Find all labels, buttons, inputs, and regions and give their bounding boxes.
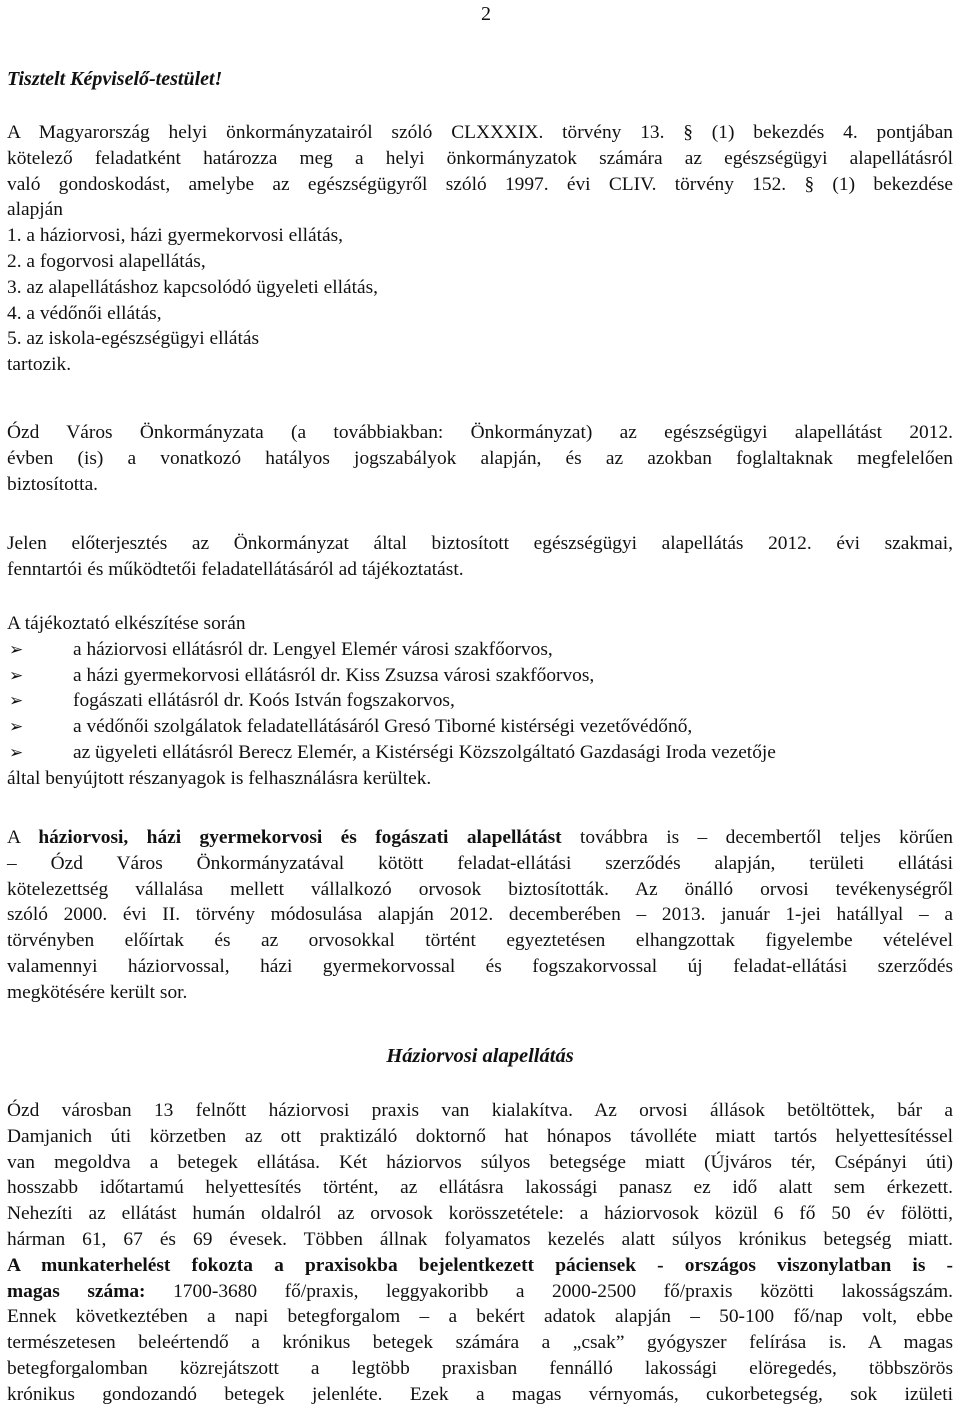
text-line: Ennek következtében a napi betegforgalom – a bekért adatok alapján – 50-100 fő/nap volt, ebbe: [7, 1306, 953, 1328]
text-line: természetesen beleértendő a krónikus betegek számára a „csak” gyógyszer felírása is. A magas: [7, 1332, 953, 1354]
list-item: 4. a védőnői ellátás,: [7, 302, 162, 324]
arrow-bullet-icon: ➢: [9, 717, 24, 737]
text-line: A munkaterhelést fokozta a praxisokba bejelentkezett páciensek - országos viszonylatban is -: [7, 1254, 953, 1276]
list-item: 3. az alapellátáshoz kapcsolódó ügyeleti ellátás,: [7, 276, 378, 298]
bullet-item: ➢ az ügyeleti ellátásról Berecz Elemér, a Kistérségi Közszolgáltató Gazdasági Iroda vezetője: [7, 740, 953, 766]
text-line: hosszabb időtartamú helyettesítés történt, az ellátásra lakossági panasz ez idő alatt sem érkezett.: [7, 1177, 953, 1199]
paragraph-purpose: [7, 531, 953, 583]
text-line: Ózd Város Önkormányzata (a továbbiakban: Önkormányzat) az egészségügyi alapellátást 2012.: [7, 422, 953, 443]
text-line: – Ózd Város Önkormányzatával kötött feladat-ellátási szerződés alapján, területi ellátási: [7, 852, 953, 874]
text-line: kötelezettség vállalása mellett vállalkozó orvosok biztosították. Az önálló orvosi tevékenységről: [7, 878, 953, 900]
text-line: valamennyi háziorvossal, házi gyermekorvossal és fogszakorvossal új feladat-ellátási szerződés: [7, 955, 953, 977]
arrow-bullet-icon: ➢: [9, 665, 24, 685]
text-line: biztosította.: [7, 473, 99, 495]
text-line: való gondoskodást, amelybe az egészségügyről szóló 1997. évi CLIV. törvény 152. § (1) bekezdése: [7, 173, 953, 195]
list-item: 5. az iskola-egészségügyi ellátás: [7, 328, 259, 350]
bullet-item: ➢ a védőnői szolgálatok feladatellátásáról Gresó Tiborné kistérségi vezetővédőnő,: [7, 714, 953, 740]
intro-paragraph: [7, 120, 953, 378]
text-line: alapján: [7, 199, 63, 221]
text-line: A Magyarország helyi önkormányzatairól szóló CLXXXIX. törvény 13. § (1) bekezdés 4. pontjában: [7, 122, 953, 143]
text-line: magas száma: 1700-3680 fő/praxis, leggyakoribb a 2000-2500 fő/praxis közötti lakosságszám.: [7, 1280, 954, 1302]
text-line: tartozik.: [7, 354, 72, 376]
text-line: szóló 2000. évi II. törvény módosulása alapján 2012. decemberében – 2013. január 1-jei hatállyal – a: [7, 904, 953, 926]
arrow-bullet-icon: ➢: [9, 691, 24, 711]
text-line: évben (is) a vonatkozó hatályos jogszabályok alapján, és az azokban foglaltaknak megfelelően: [7, 447, 953, 469]
paragraph-gp-care: [7, 1098, 953, 1408]
paragraph-provision: [7, 420, 953, 497]
text-line: betegforgalomban közrejátszott a legtöbb praxisban fennálló lakossági elöregedés, többszörös: [7, 1357, 953, 1379]
page-number: 2: [481, 3, 491, 25]
text-line: Nehezíti az ellátást humán oldalról az orvosok korösszetétele: a háziorvosok közül 6 fő 50 év fölötti,: [7, 1203, 953, 1225]
section-title: Háziorvosi alapellátás: [386, 1045, 574, 1067]
arrow-bullet-icon: ➢: [9, 639, 24, 659]
text-line: krónikus gondozandó betegek jelenléte. Ezek a magas vérnyomás, cukorbetegség, sok izületi: [7, 1383, 953, 1405]
list-item: 1. a háziorvosi, házi gyermekorvosi ellátás,: [7, 225, 343, 247]
text-line: A háziorvosi, házi gyermekorvosi és fogászati alapellátást továbbra is – decembertől teljes körűen: [7, 827, 953, 848]
text-line: Jelen előterjesztés az Önkormányzat által biztosított egészségügyi alapellátás 2012. évi szakmai,: [7, 533, 953, 554]
text-line: A tájékoztató elkészítése során: [7, 613, 246, 634]
bullet-item: ➢ fogászati ellátásról dr. Koós István fogszakorvos,: [7, 688, 953, 714]
text-line: törvényben előírtak és az orvosokkal történt egyeztetésen elhangzottak figyelembe vételével: [7, 930, 953, 952]
bullet-item: ➢ a házi gyermekorvosi ellátásról dr. Kiss Zsuzsa városi szakfőorvos,: [7, 663, 953, 689]
text-line: Ózd városban 13 felnőtt háziorvosi praxis van kialakítva. Az orvosi állások betöltöttek, bár a: [7, 1100, 953, 1121]
text-line: kötelező feladatként határozza meg a helyi önkormányzatok számára az egészségügyi alapellátásról: [7, 147, 953, 169]
text-line: fenntartói és működtetői feladatellátásáról ad tájékoztatást.: [7, 558, 464, 580]
text-line: van megoldva a betegek ellátása. Két háziorvos súlyos betegsége miatt (Újváros tér, Csépányi úti): [7, 1151, 953, 1173]
text-line: Damjanich úti körzetben az ott praktizáló doktornő hat hónapos távolléte miatt tartós helyettesítéssel: [7, 1125, 953, 1147]
list-item: 2. a fogorvosi alapellátás,: [7, 250, 206, 272]
bullet-item: ➢ a háziorvosi ellátásról dr. Lengyel Elemér városi szakfőorvos,: [7, 637, 953, 663]
paragraph-contributors: [7, 611, 953, 792]
arrow-bullet-icon: ➢: [9, 742, 24, 762]
greeting-heading: Tisztelt Képviselő-testület!: [7, 68, 223, 90]
text-line: hárman 61, 67 és 69 évesek. Többen állnak folyamatos kezelés alatt súlyos krónikus betegség miatt.: [7, 1228, 953, 1250]
paragraph-contracts: [7, 825, 953, 1006]
text-line: által benyújtott részanyagok is felhasználásra kerültek.: [7, 767, 432, 789]
text-line: megkötésére került sor.: [7, 981, 188, 1003]
